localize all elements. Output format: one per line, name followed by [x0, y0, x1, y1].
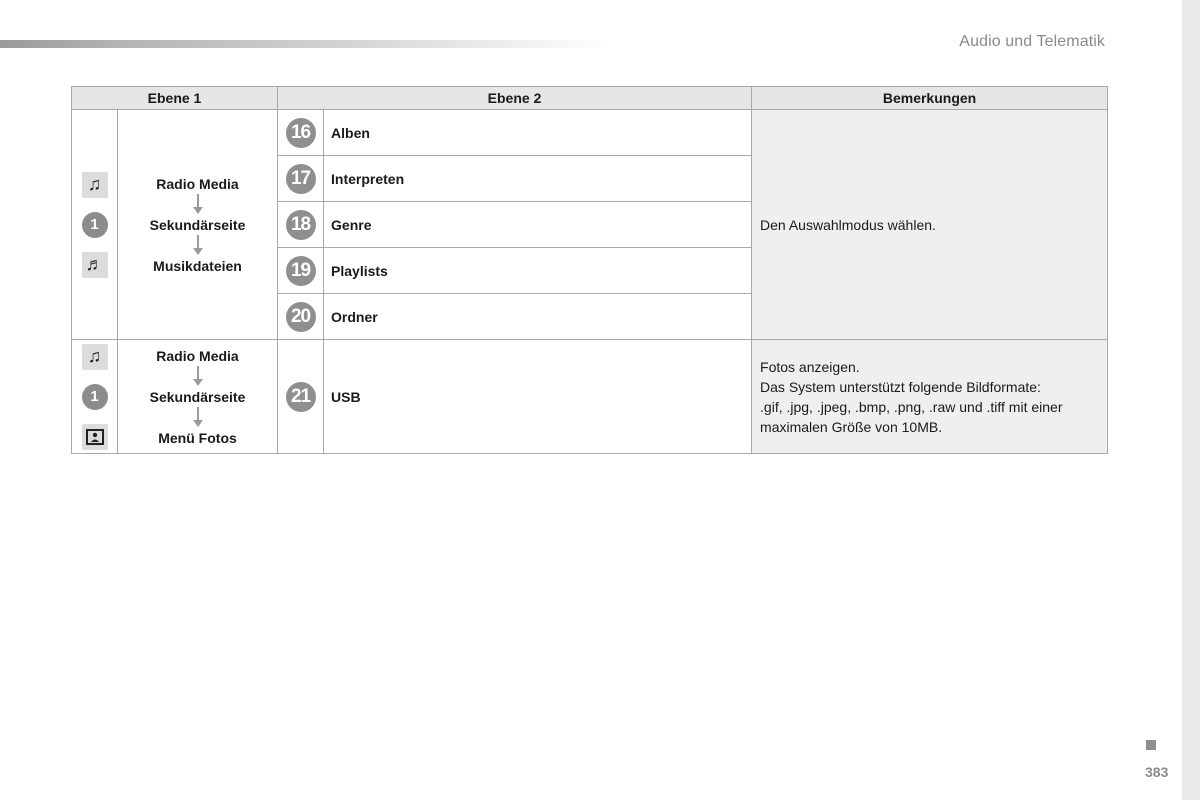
level1-label: Sekundärseite — [149, 216, 246, 233]
table-row — [72, 110, 1108, 156]
badge-cell — [278, 248, 324, 294]
level1-label: Menü Fotos — [158, 429, 237, 446]
table-header-row — [72, 87, 1108, 110]
number-badge: 17 — [286, 164, 316, 194]
level1-icons-cell — [72, 110, 118, 340]
remark-text: Den Auswahlmodus wählen. — [760, 216, 936, 233]
number-badge: 19 — [286, 256, 316, 286]
music-note-icon: ♫ — [82, 344, 108, 370]
down-arrow-icon — [193, 235, 203, 256]
column-header-ebene2: Ebene 2 — [278, 87, 752, 110]
step-number-icon: 1 — [82, 212, 108, 238]
remark-text: .gif, .jpg, .jpeg, .bmp, .png, .raw und .tiff mit einer — [760, 398, 1063, 415]
remark-text: maximalen Größe von 10MB. — [760, 418, 943, 435]
number-badge: 18 — [286, 210, 316, 240]
step-number-icon: 1 — [82, 384, 108, 410]
level2-label: Genre — [324, 202, 752, 248]
badge-cell — [278, 294, 324, 340]
down-arrow-icon — [193, 194, 203, 215]
level2-label: Ordner — [324, 294, 752, 340]
number-badge: 21 — [286, 382, 316, 412]
level2-label: USB — [324, 340, 752, 454]
down-arrow-icon — [193, 407, 203, 428]
badge-cell — [278, 156, 324, 202]
remark-text: Fotos anzeigen. — [760, 358, 860, 375]
music-note-icon: ♫ — [82, 172, 108, 198]
level1-path-cell — [118, 340, 278, 454]
remark-cell — [752, 340, 1108, 454]
column-header-ebene1: Ebene 1 — [72, 87, 278, 110]
music-file-icon: ♬ — [82, 252, 108, 278]
badge-cell — [278, 110, 324, 156]
level1-label: Sekundärseite — [149, 388, 246, 405]
menu-table — [71, 86, 1108, 454]
remark-cell — [752, 110, 1108, 340]
badge-cell — [278, 202, 324, 248]
remark-text: Das System unterstützt folgende Bildformate: — [760, 378, 1041, 395]
level2-label: Playlists — [324, 248, 752, 294]
page-number: 383 — [1145, 764, 1169, 780]
number-badge: 16 — [286, 118, 316, 148]
photo-icon — [82, 424, 108, 450]
level2-label: Interpreten — [324, 156, 752, 202]
table-row — [72, 340, 1108, 454]
level1-label: Musikdateien — [153, 257, 242, 274]
column-header-bemerkungen: Bemerkungen — [752, 87, 1108, 110]
badge-cell — [278, 340, 324, 454]
level2-label: Alben — [324, 110, 752, 156]
level1-label: Radio Media — [156, 347, 239, 364]
header-gradient-bar — [0, 40, 610, 48]
page-edge-strip — [1182, 0, 1200, 800]
page-marker-square — [1146, 740, 1156, 750]
section-title: Audio und Telematik — [959, 33, 1105, 50]
number-badge: 20 — [286, 302, 316, 332]
level1-path-cell — [118, 110, 278, 340]
level1-label: Radio Media — [156, 175, 239, 192]
level1-icons-cell — [72, 340, 118, 454]
down-arrow-icon — [193, 366, 203, 387]
